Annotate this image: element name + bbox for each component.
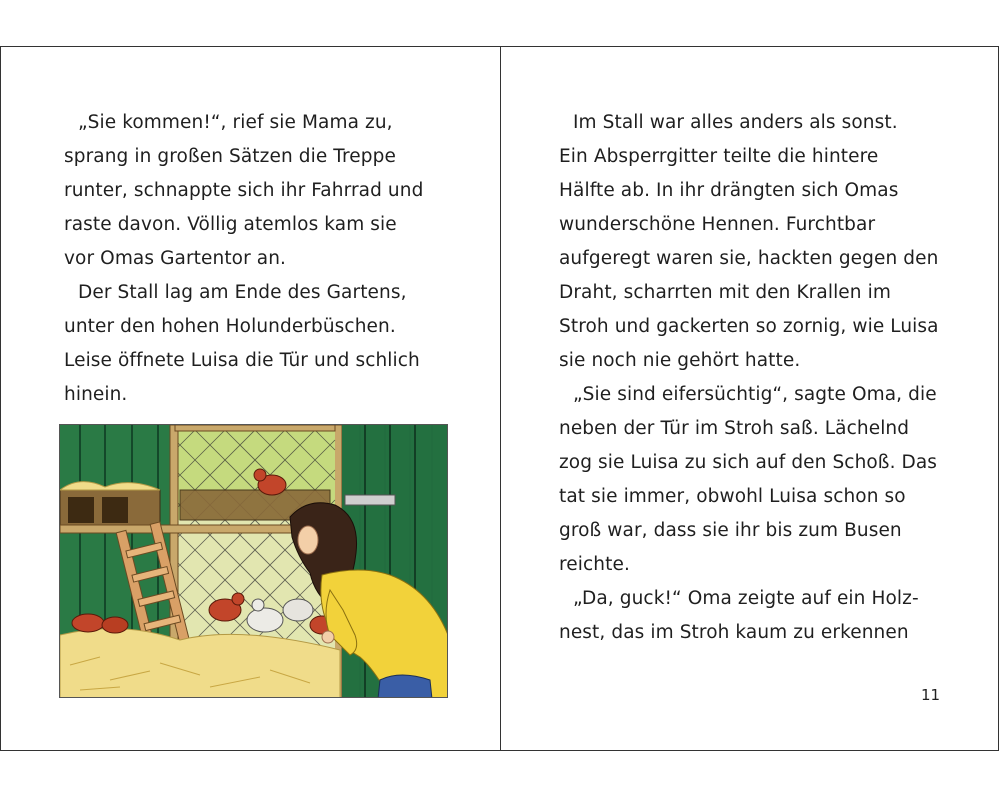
page-number: 11 <box>921 686 941 704</box>
text-line: sprang in großen Sätzen die Treppe <box>64 146 396 167</box>
right-page-text <box>559 106 939 650</box>
text-line: tat sie immer, obwohl Luisa schon so <box>559 486 906 507</box>
text-line: vor Omas Gartentor an. <box>64 248 287 269</box>
text-line: „Sie sind eifersüchtig“, sagte Oma, die <box>573 384 937 405</box>
text-line: Hälfte ab. In ihr drängten sich Omas <box>559 180 899 201</box>
text-line: Stroh und gackerten so zornig, wie Luisa <box>559 316 939 337</box>
text-line: Draht, scharrten mit den Krallen im <box>559 282 891 303</box>
left-page-text <box>64 106 423 412</box>
text-line: unter den hohen Holunderbüschen. <box>64 316 396 337</box>
text-line: Im Stall war alles anders als sonst. <box>573 112 898 133</box>
text-line: runter, schnappte sich ihr Fahrrad und <box>64 180 424 201</box>
text-line: neben der Tür im Stroh saß. Lächelnd <box>559 418 910 439</box>
left-page <box>0 46 500 751</box>
text-line: Ein Absperrgitter teilte die hintere <box>559 146 879 167</box>
text-line: sie noch nie gehört hatte. <box>559 350 801 371</box>
text-line: raste davon. Völlig atemlos kam sie <box>64 214 397 235</box>
text-line: wunderschöne Hennen. Furchtbar <box>559 214 876 235</box>
text-line: groß war, dass sie ihr bis zum Busen <box>559 520 902 541</box>
text-line: reichte. <box>559 554 630 575</box>
text-line: hinein. <box>64 384 128 405</box>
chicken-coop-illustration <box>59 424 448 698</box>
text-line: „Sie kommen!“, rief sie Mama zu, <box>78 112 393 133</box>
text-line: zog sie Luisa zu sich auf den Schoß. Das <box>559 452 938 473</box>
text-line: nest, das im Stroh kaum zu erkennen <box>559 622 909 643</box>
text-line: aufgeregt waren sie, hackten gegen den <box>559 248 939 269</box>
text-line: „Da, guck!“ Oma zeigte auf ein Holz- <box>573 588 919 609</box>
text-line: Leise öffnete Luisa die Tür und schlich <box>64 350 420 371</box>
right-page <box>501 46 1000 751</box>
text-line: Der Stall lag am Ende des Gartens, <box>78 282 407 303</box>
